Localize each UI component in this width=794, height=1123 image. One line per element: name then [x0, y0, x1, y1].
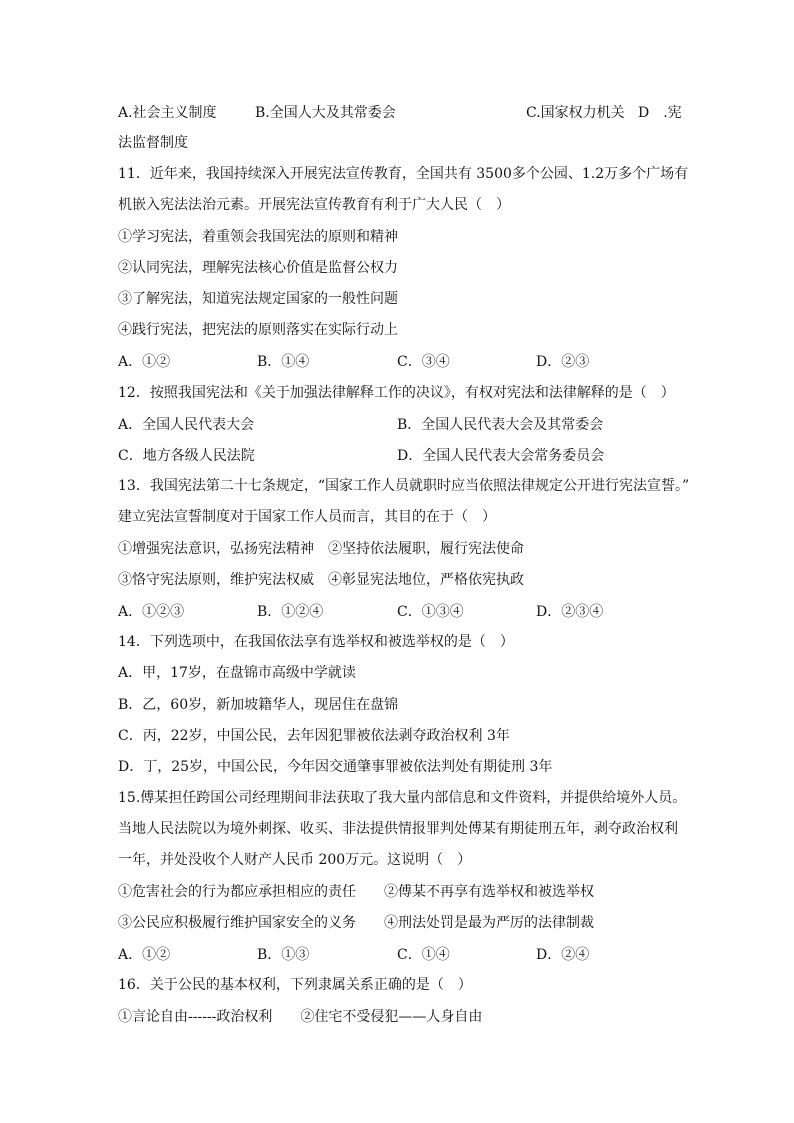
q14-stem: 14．下列选项中，在我国依法享有选举权和被选举权的是（ ） — [118, 634, 514, 650]
q11-option-c: C．③④ — [397, 354, 450, 370]
q10-option-a: A.社会主义制度 — [118, 105, 217, 121]
q15-option-d: D．②④ — [536, 947, 590, 963]
q15-stem-line3: 一年，并处没收个人财产人民币 200万元。这说明（ ） — [118, 852, 472, 868]
q12-option-c: C．地方各级人民法院 — [118, 448, 255, 464]
q11-item-1: ①学习宪法，着重领会我国宪法的原则和精神 — [118, 229, 398, 245]
q13-option-a: A．①②③ — [118, 604, 185, 620]
q13-stem-line1: 13．我国宪法第二十七条规定，“国家工作人员就职时应当依照法律规定公开进行宪法宣誓。” — [118, 478, 690, 494]
q12-option-a: A．全国人民代表大会 — [118, 417, 255, 433]
q15-option-b: B．①③ — [257, 947, 310, 963]
q13-stem-line2: 建立宪法宣誓制度对于国家工作人员而言，其目的在于（ ） — [118, 509, 496, 525]
q12-stem: 12．按照我国宪法和《关于加强法律解释工作的决议》，有权对宪法和法律解释的是（ ） — [118, 385, 675, 401]
q16-items-line1: ①言论自由------政治权利 ②住宅不受侵犯——人身自由 — [118, 1009, 483, 1025]
q10-option-b: B.全国人大及其常委会 — [255, 105, 396, 121]
q11-option-d: D．②③ — [536, 354, 590, 370]
q14-option-c: C．丙，22岁，中国公民，去年因犯罪被依法剥夺政治权利 3年 — [118, 728, 510, 744]
q11-option-b: B．①④ — [257, 354, 310, 370]
q14-option-d: D．丁，25岁，中国公民，今年因交通肇事罪被依法判处有期徒刑 3年 — [118, 759, 553, 775]
q15-option-a: A．①② — [118, 947, 171, 963]
q11-stem-line1: 11．近年来，我国持续深入开展宪法宣传教育，全国共有 3500多个公园、1.2万多个广场有 — [118, 166, 689, 182]
q11-stem-line2: 机嵌入宪法法治元素。开展宪法宣传教育有利于广大人民（ ） — [118, 197, 510, 213]
q10-option-d: D .宪 — [638, 105, 682, 121]
q15-option-c: C．①④ — [397, 947, 450, 963]
q10-continuation: 法监督制度 — [118, 135, 188, 151]
q11-item-4: ④践行宪法，把宪法的原则落实在实际行动上 — [118, 322, 398, 338]
q13-option-d: D．②③④ — [536, 604, 604, 620]
q15-stem-line1: 15.傅某担任跨国公司经理期间非法获取了我大量内部信息和文件资料，并提供给境外人员。 — [118, 790, 687, 806]
q15-items-line1: ①危害社会的行为都应承担相应的责任 ②傅某不再享有选举权和被选举权 — [118, 884, 594, 900]
q13-option-b: B．①②④ — [257, 604, 324, 620]
q14-option-b: B．乙，60岁，新加坡籍华人，现居住在盘锦 — [118, 697, 399, 713]
q14-option-a: A．甲，17岁，在盘锦市高级中学就读 — [118, 665, 356, 681]
q11-item-2: ②认同宪法，理解宪法核心价值是监督公权力 — [118, 260, 398, 276]
q13-items-line1: ①增强宪法意识，弘扬宪法精神 ②坚持依法履职，履行宪法使命 — [118, 541, 524, 557]
q12-option-d: D．全国人民代表大会常务委员会 — [397, 448, 605, 464]
q16-stem: 16．关于公民的基本权利，下列隶属关系正确的是（ ） — [118, 977, 472, 993]
q10-option-c: C.国家权力机关 — [526, 105, 625, 121]
q15-items-line2: ③公民应积极履行维护国家安全的义务 ④刑法处罚是最为严厉的法律制裁 — [118, 915, 594, 931]
q11-item-3: ③了解宪法，知道宪法规定国家的一般性问题 — [118, 291, 398, 307]
q13-items-line2: ③恪守宪法原则，维护宪法权威 ④彰显宪法地位，严格依宪执政 — [118, 572, 524, 588]
q11-option-a: A．①② — [118, 354, 171, 370]
q15-stem-line2: 当地人民法院以为境外刺探、收买、非法提供情报罪判处傅某有期徒刑五年，剥夺政治权利 — [118, 821, 678, 837]
q12-option-b: B．全国人民代表大会及其常委会 — [397, 417, 604, 433]
q13-option-c: C．①③④ — [397, 604, 464, 620]
